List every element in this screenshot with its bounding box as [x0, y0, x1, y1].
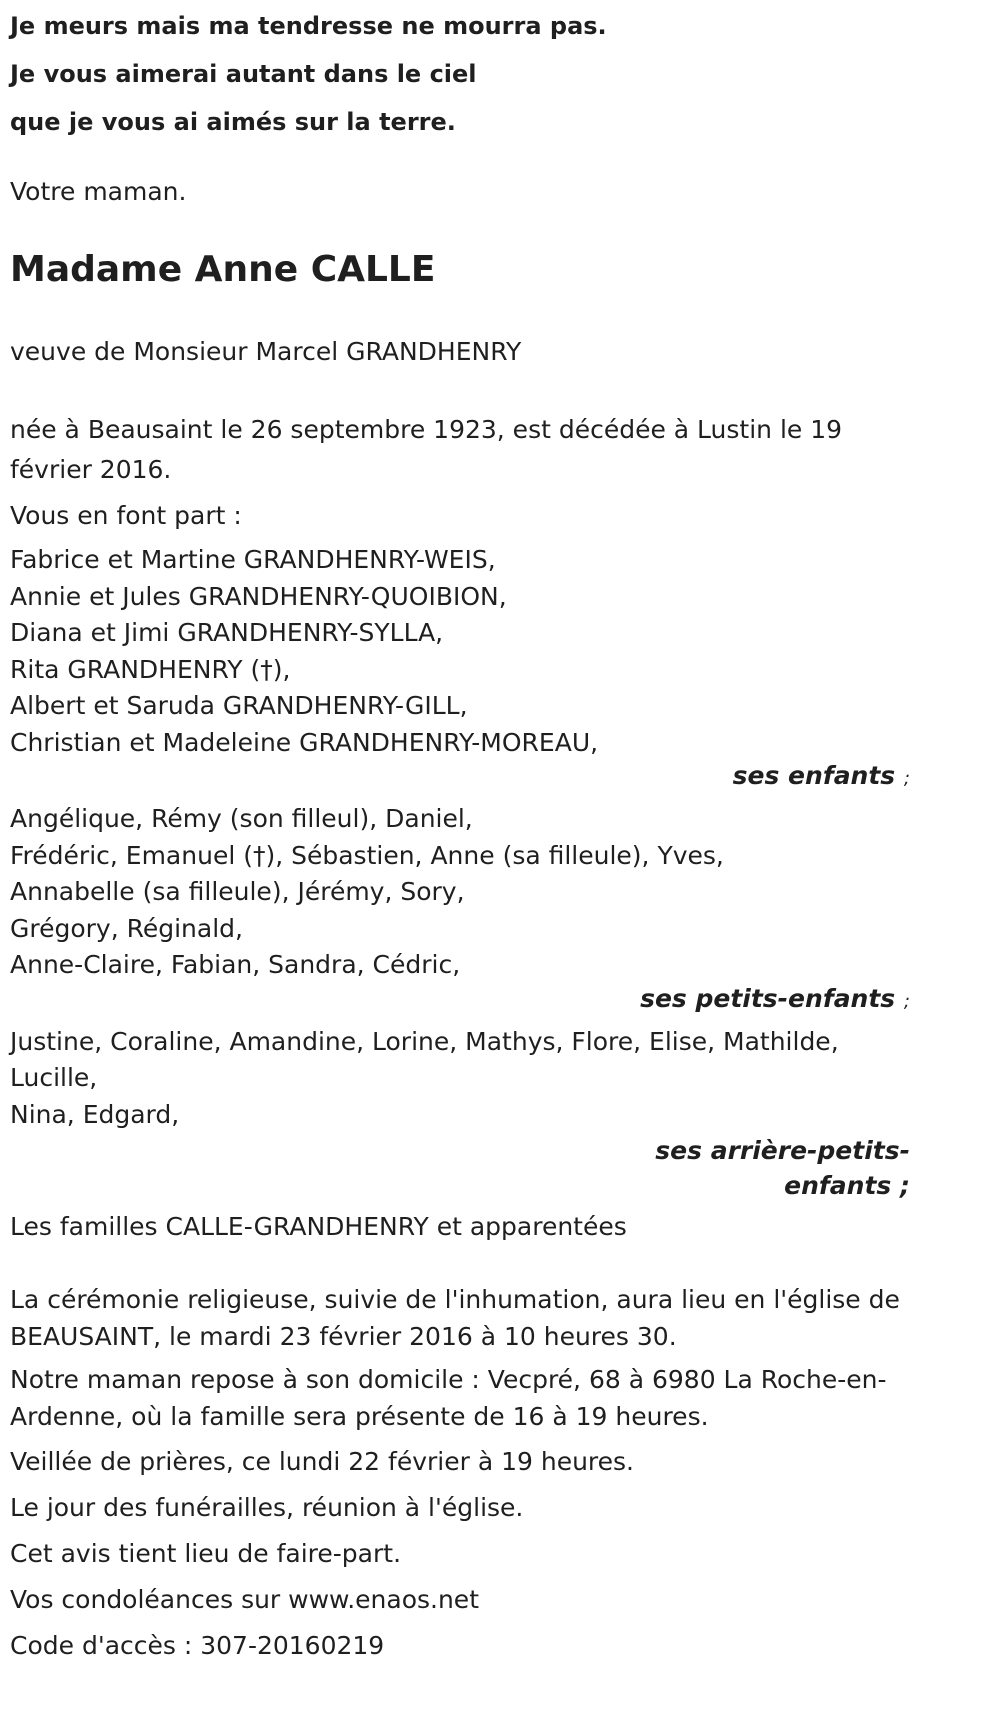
- great-grandchildren-list: [10, 1024, 910, 1134]
- vigil-text: Veillée de prières, ce lundi 22 février à 19 heures.: [10, 1447, 634, 1476]
- ceremony-text: La cérémonie religieuse, suivie de l'inhumation, aura lieu en l'église de BEAUSAINT, le mardi 23 février 2016 à 10 heures 30.: [10, 1285, 900, 1351]
- list-item: Christian et Madeleine GRANDHENRY-MOREAU,: [10, 727, 599, 757]
- relation-label-children: [10, 759, 910, 795]
- list-item: Fabrice et Martine GRANDHENRY-WEIS,: [10, 545, 496, 574]
- list-item: Nina, Edgard,: [10, 1099, 180, 1129]
- list-item: Albert et Saruda GRANDHENRY-GILL,: [10, 691, 468, 720]
- relation-separator: ;: [900, 1171, 910, 1200]
- list-item: Annie et Jules GRANDHENRY-QUOIBION,: [10, 581, 507, 611]
- birth-death-text: née à Beausaint le 26 septembre 1923, est décédée à Lustin le 19 février 2016.: [10, 415, 843, 484]
- access-code-text: Code d'accès : 307-20160219: [10, 1631, 385, 1660]
- relation-label-grandchildren: [10, 982, 910, 1018]
- announce-text: Vous en font part :: [10, 501, 242, 530]
- list-item: Diana et Jimi GRANDHENRY-SYLLA,: [10, 618, 444, 647]
- poem-line-3: que je vous ai aimés sur la terre.: [10, 108, 456, 136]
- list-item: Annabelle (sa filleule), Jérémy, Sory,: [10, 877, 465, 906]
- greeting: Votre maman.: [10, 177, 187, 206]
- rest-text: Notre maman repose à son domicile : Vecpré, 68 à 6980 La Roche-en-Ardenne, où la famille sera présente de 16 à 19 heures.: [10, 1365, 887, 1431]
- poem-line-1: Je meurs mais ma tendresse ne mourra pas.: [10, 12, 607, 40]
- relation-label-great-grandchildren: [10, 1133, 910, 1203]
- condolences-text: Vos condoléances sur www.enaos.net: [10, 1585, 479, 1614]
- list-item: Grégory, Réginald,: [10, 913, 243, 943]
- relation-text-line-2: enfants: [784, 1171, 892, 1200]
- list-item: Rita GRANDHENRY (†),: [10, 654, 291, 684]
- list-item: Frédéric, Emanuel (†), Sébastien, Anne (sa filleule), Yves,: [10, 840, 724, 870]
- widow-of: veuve de Monsieur Marcel GRANDHENRY: [10, 337, 522, 366]
- list-item: Justine, Coraline, Amandine, Lorine, Mathys, Flore, Elise, Mathilde, Lucille,: [10, 1026, 839, 1092]
- notice-text: Cet avis tient lieu de faire-part.: [10, 1539, 402, 1568]
- funeral-day-text: Le jour des funérailles, réunion à l'église.: [10, 1493, 524, 1522]
- list-item: Angélique, Rémy (son filleul), Daniel,: [10, 804, 473, 833]
- children-list: [10, 542, 910, 761]
- grandchildren-list: [10, 801, 910, 984]
- relation-text: ses petits-enfants: [640, 983, 896, 1013]
- relation-separator: ;: [903, 768, 910, 789]
- obituary-content: [10, 2, 910, 1669]
- deceased-name: Madame Anne CALLE: [10, 249, 436, 290]
- relation-text: ses enfants: [732, 761, 896, 790]
- families-text: Les familles CALLE-GRANDHENRY et apparentées: [10, 1212, 627, 1241]
- list-item: Anne-Claire, Fabian, Sandra, Cédric,: [10, 950, 461, 979]
- relation-text-line-1: ses arrière-petits-: [655, 1136, 910, 1165]
- poem-line-2: Je vous aimerai autant dans le ciel: [10, 60, 477, 88]
- relation-separator: ;: [903, 990, 910, 1012]
- poem: [10, 2, 910, 146]
